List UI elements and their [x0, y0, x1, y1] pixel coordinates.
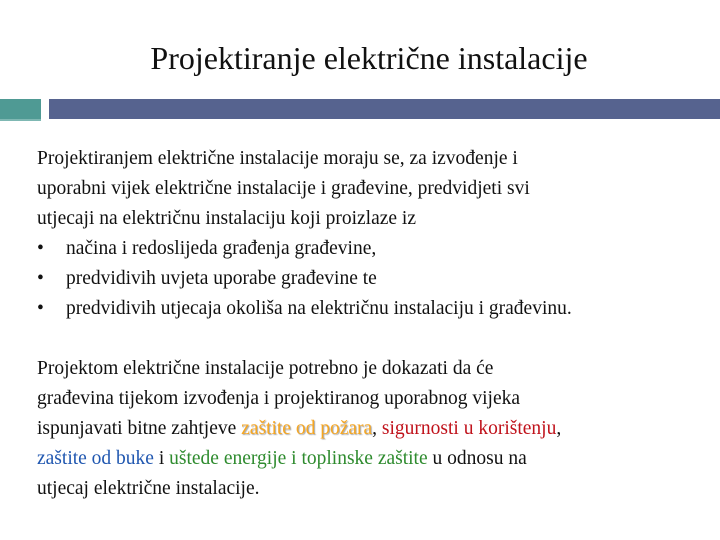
paragraph2-line: građevina tijekom izvođenja i projektiranog uporabnog vijeka — [37, 388, 521, 409]
paragraph2-line: utjecaj električne instalacije. — [37, 478, 260, 499]
and-word: i — [153, 448, 170, 469]
intro-line: uporabni vijek električne instalacije i građevine, predvidjeti svi — [37, 178, 530, 199]
bullet-dot: • — [37, 298, 44, 319]
fire-protection-term: zaštite od požara — [241, 418, 373, 439]
bullet-text: predvidivih uvjeta uporabe građevine te — [66, 268, 377, 289]
slide-body — [37, 144, 707, 504]
line-suffix: u odnosu na — [427, 448, 527, 469]
accent-bar-teal — [0, 99, 41, 119]
bullet-text: načina i redoslijeda građenja građevine, — [66, 238, 377, 259]
slide-title: Projektiranje električne instalacije — [150, 40, 588, 76]
usage-safety-term: sigurnosti u korištenju — [381, 418, 557, 439]
separator: , — [556, 418, 562, 439]
accent-bar-teal-underline — [0, 119, 41, 121]
paragraph2-line — [37, 444, 707, 474]
separator: , — [372, 418, 382, 439]
bullet-item — [37, 294, 707, 324]
bullet-dot: • — [37, 238, 44, 259]
requirements-prefix: ispunjavati bitne zahtjeve — [37, 418, 242, 439]
intro-line: Projektiranjem električne instalacije moraju se, za izvođenje i — [37, 148, 518, 169]
bullet-item — [37, 234, 707, 264]
bullet-text: predvidivih utjecaja okoliša na električnu instalaciju i građevinu. — [66, 298, 572, 319]
accent-bar-blue — [49, 99, 720, 119]
paragraph2-line: Projektom električne instalacije potrebno je dokazati da će — [37, 358, 494, 379]
paragraph2-line — [37, 414, 707, 444]
paragraph-gap — [37, 324, 707, 354]
noise-protection-term: zaštite od buke — [37, 448, 154, 469]
energy-saving-term: uštede energije i toplinske zaštite — [169, 448, 428, 469]
bullet-item — [37, 264, 707, 294]
intro-line: utjecaji na električnu instalaciju koji proizlaze iz — [37, 208, 417, 229]
bullet-dot: • — [37, 268, 44, 289]
